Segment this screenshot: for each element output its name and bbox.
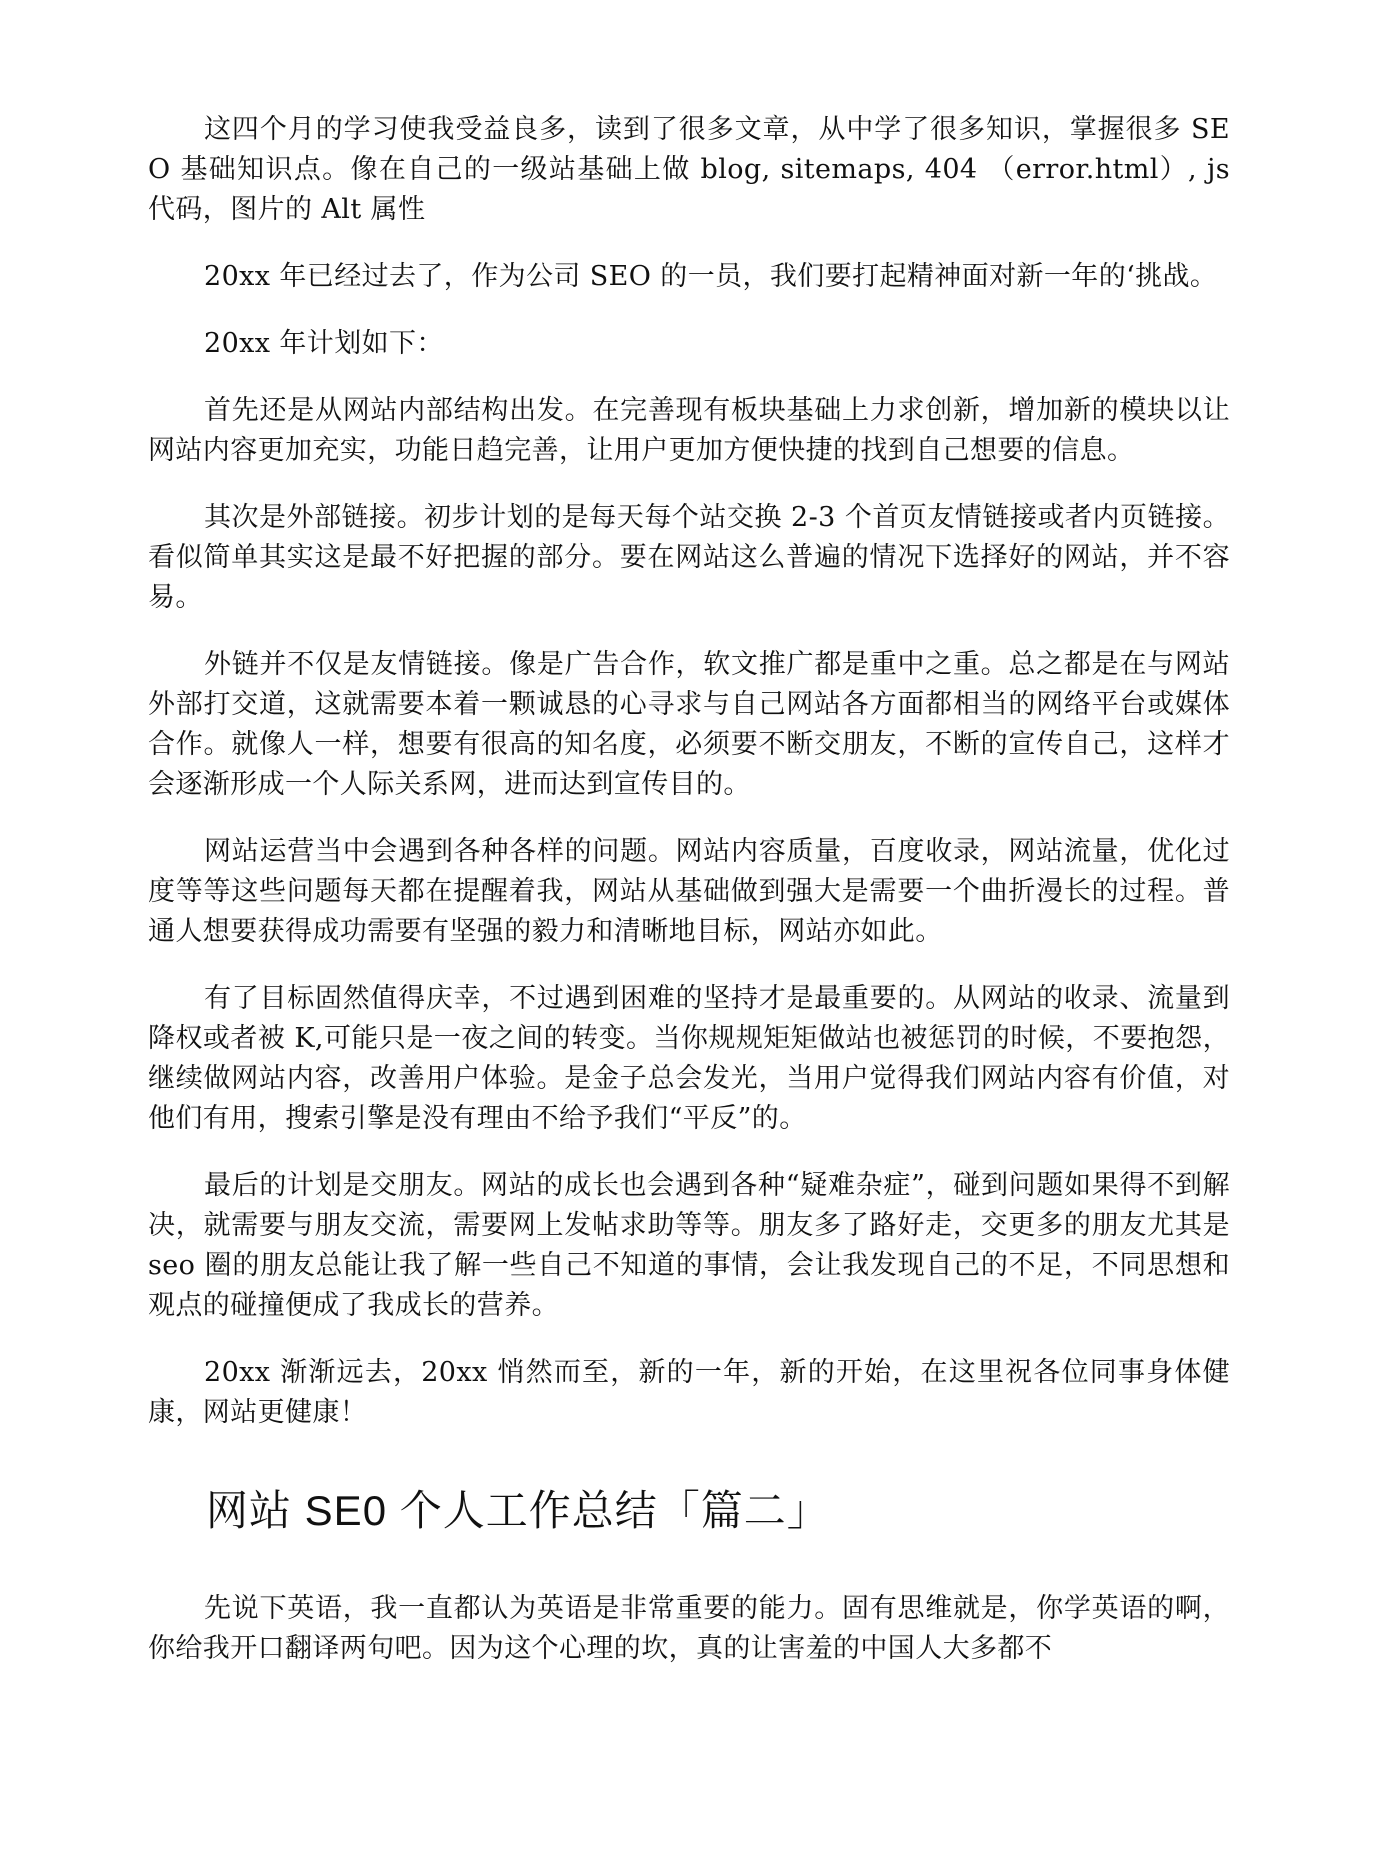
paragraph: 有了目标固然值得庆幸，不过遇到困难的坚持才是最重要的。从网站的收录、流量到降权或者被 K,可能只是一夜之间的转变。当你规规矩矩做站也被惩罚的时候，不要抱怨，继续做网站内容，改善用户体验。是金子总会发光，当用户觉得我们网站内容有价值，对他们有用，搜索引擎是没有理由不给予我们“平反”的。 [148, 983, 1230, 1134]
paragraph: 外链并不仅是友情链接。像是广告合作，软文推广都是重中之重。总之都是在与网站外部打交道，这就需要本着一颗诚恳的心寻求与自己网站各方面都相当的网络平台或媒体合作。就像人一样，想要有很高的知名度，必须要不断交朋友，不断的宣传自己，这样才会逐渐形成一个人际关系网，进而达到宣传目的。 [148, 649, 1230, 800]
document-body [148, 110, 1230, 1696]
paragraph: 20xx 渐渐远去，20xx 悄然而至，新的一年，新的开始，在这里祝各位同事身体健康，网站更健康！ [148, 1357, 1230, 1428]
section-heading: 网站 SE0 个人工作总结「篇二」 [206, 1487, 830, 1534]
paragraph: 网站运营当中会遇到各种各样的问题。网站内容质量，百度收录，网站流量，优化过度等等这些问题每天都在提醒着我，网站从基础做到强大是需要一个曲折漫长的过程。普通人想要获得成功需要有坚强的毅力和清晰地目标，网站亦如此。 [148, 836, 1230, 947]
paragraph: 其次是外部链接。初步计划的是每天每个站交换 2-3 个首页友情链接或者内页链接。看似简单其实这是最不好把握的部分。要在网站这么普遍的情况下选择好的网站，并不容易。 [148, 502, 1230, 613]
paragraph: 这四个月的学习使我受益良多，读到了很多文章，从中学了很多知识，掌握很多 SEO 基础知识点。像在自己的一级站基础上做 blog, sitemaps, 404 （error.html）, js 代码，图片的 Alt 属性 [148, 114, 1230, 225]
paragraph: 首先还是从网站内部结构出发。在完善现有板块基础上力求创新，增加新的模块以让网站内容更加充实，功能日趋完善，让用户更加方便快捷的找到自己想要的信息。 [148, 395, 1230, 466]
paragraph: 20xx 年已经过去了，作为公司 SEO 的一员，我们要打起精神面对新一年的‘挑战。 [204, 261, 1218, 292]
paragraph: 20xx 年计划如下： [204, 328, 444, 359]
paragraph: 先说下英语，我一直都认为英语是非常重要的能力。固有思维就是，你学英语的啊，你给我开口翻译两句吧。因为这个心理的坎，真的让害羞的中国人大多都不 [148, 1593, 1230, 1664]
paragraph: 最后的计划是交朋友。网站的成长也会遇到各种“疑难杂症”，碰到问题如果得不到解决，就需要与朋友交流，需要网上发帖求助等等。朋友多了路好走，交更多的朋友尤其是 seo 圈的朋友总能让我了解一些自己不知道的事情，会让我发现自己的不足，不同思想和观点的碰撞便成了我成长的营养。 [148, 1170, 1230, 1321]
